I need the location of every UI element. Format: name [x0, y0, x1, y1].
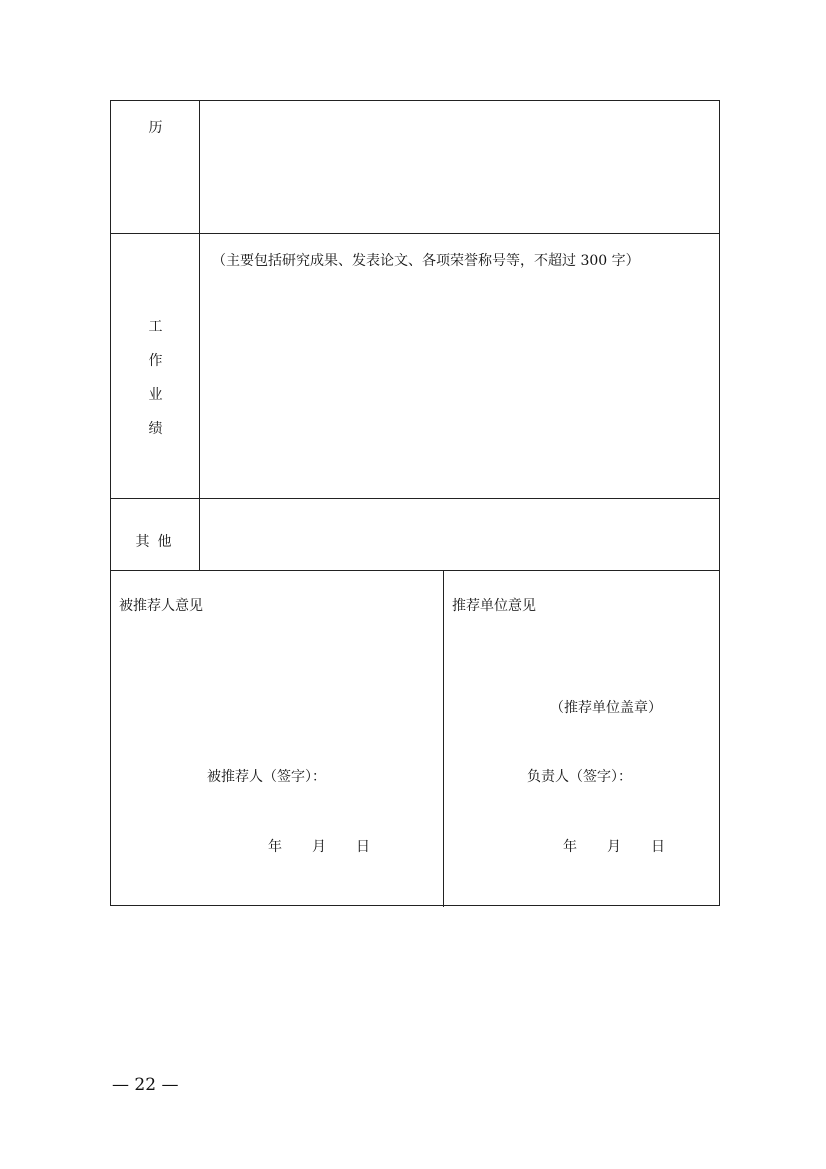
resume-content-cell [200, 101, 719, 233]
other-label: 其他 [135, 534, 180, 550]
resume-label: 历 [148, 120, 163, 136]
unit-signature-label: 负责人（签字）： [527, 769, 632, 785]
unit-seal-note: （推荐单位盖章） [550, 700, 662, 716]
unit-opinion-cell [444, 571, 719, 907]
achievements-label-char: 工 [148, 319, 163, 335]
day-label: 日 [356, 839, 370, 855]
day-label: 日 [651, 839, 665, 855]
unit-opinion-title: 推荐单位意见 [452, 598, 536, 614]
resume-label-cell [111, 101, 200, 233]
achievements-label-char: 作 [148, 353, 163, 369]
achievements-row [111, 234, 719, 499]
achievements-label-cell [111, 234, 200, 498]
nominee-opinion-title: 被推荐人意见 [119, 598, 203, 614]
achievements-label [111, 310, 200, 446]
achievements-hint: （主要包括研究成果、发表论文、各项荣誉称号等，不超过 300 字） [212, 253, 640, 269]
opinions-row [111, 571, 719, 907]
page-number: — 22 — [112, 1075, 179, 1095]
month-label: 月 [607, 839, 621, 855]
other-content-cell [200, 499, 719, 570]
unit-date-line [563, 836, 665, 856]
nominee-opinion-cell [111, 571, 444, 907]
other-label-cell [111, 499, 200, 570]
achievements-label-char: 业 [148, 387, 163, 403]
nominee-date-line [268, 836, 370, 856]
achievements-label-char: 绩 [148, 421, 163, 437]
resume-row [111, 101, 719, 234]
nomination-form-table [110, 100, 720, 906]
year-label: 年 [268, 839, 282, 855]
month-label: 月 [312, 839, 326, 855]
other-row [111, 499, 719, 571]
nominee-signature-label: 被推荐人（签字）： [207, 769, 326, 785]
achievements-content-cell [200, 234, 719, 498]
year-label: 年 [563, 839, 577, 855]
